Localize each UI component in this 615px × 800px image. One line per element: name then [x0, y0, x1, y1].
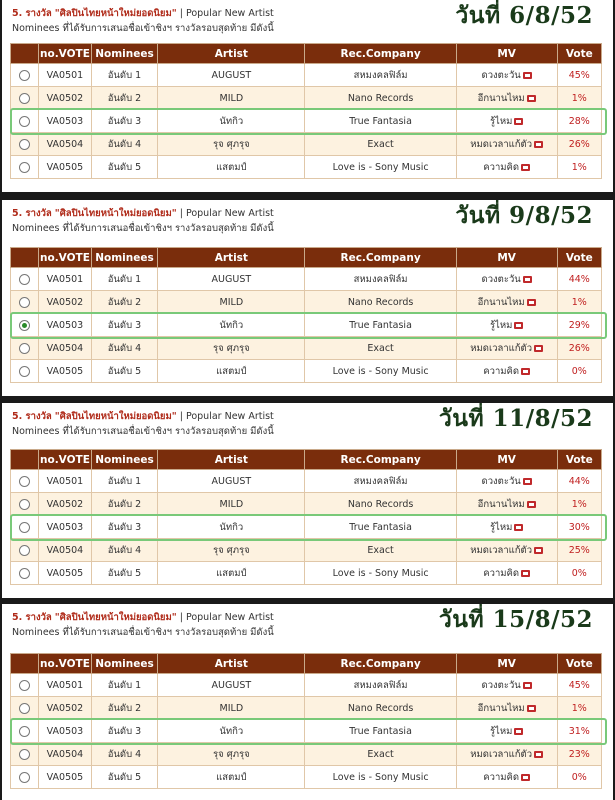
radio-cell[interactable]	[11, 493, 39, 516]
vote-table	[10, 247, 602, 383]
award-label: 5. รางวัล	[12, 411, 52, 422]
table-header-row	[11, 248, 602, 268]
record-company: สหมงคลฟิล์ม	[305, 470, 456, 493]
column-header: Rec.Company	[305, 248, 456, 268]
award-en: | Popular New Artist	[176, 8, 274, 19]
nominee-rank: อันดับ 2	[91, 291, 158, 314]
tv-icon[interactable]	[527, 299, 536, 306]
vote-code: VA0501	[39, 470, 91, 493]
artist-name: นัทกิว	[158, 314, 305, 337]
table-header-row	[11, 654, 602, 674]
radio-button[interactable]	[19, 749, 30, 760]
mv-title[interactable]: ความคิด	[483, 365, 520, 377]
artist-name: รุจ ศุภรุจ	[158, 133, 305, 156]
award-label: 5. รางวัล	[12, 612, 52, 623]
tv-icon[interactable]	[534, 141, 543, 148]
column-header: Vote	[557, 44, 601, 64]
radio-cell[interactable]	[11, 470, 39, 493]
award-title	[12, 409, 274, 424]
tv-icon[interactable]	[523, 682, 532, 689]
nominee-rank: อันดับ 4	[91, 539, 158, 562]
vote-code: VA0505	[39, 766, 91, 789]
tv-icon[interactable]	[514, 524, 523, 531]
table-header-row	[11, 44, 602, 64]
table-row	[11, 268, 602, 291]
mv-title[interactable]: รู้ไหม	[489, 725, 513, 737]
nominee-rank: อันดับ 5	[91, 562, 158, 585]
award-name: "ศิลปินไทยหน้าใหม่ยอดนิยม"	[54, 411, 177, 422]
vote-panel	[2, 0, 613, 192]
artist-name: แสตมป์	[158, 360, 305, 383]
tv-icon[interactable]	[523, 72, 532, 79]
mv-cell[interactable]	[456, 110, 557, 133]
mv-title[interactable]: หมดเวลาแก้ตัว	[470, 342, 533, 354]
artist-name: MILD	[158, 493, 305, 516]
radio-button[interactable]	[19, 343, 30, 354]
column-header	[11, 248, 39, 268]
mv-title[interactable]: ความคิด	[483, 771, 520, 783]
tv-icon[interactable]	[521, 164, 530, 171]
panel-header	[2, 200, 613, 240]
tv-icon[interactable]	[534, 547, 543, 554]
award-title	[12, 610, 274, 625]
mv-title[interactable]: หมดเวลาแก้ตัว	[470, 544, 533, 556]
vote-percent: 25%	[557, 539, 601, 562]
artist-name: รุจ ศุภรุจ	[158, 743, 305, 766]
mv-title[interactable]: รู้ไหม	[489, 521, 513, 533]
table-row	[11, 337, 602, 360]
panel-header	[2, 0, 613, 40]
tv-icon[interactable]	[514, 728, 523, 735]
column-header: MV	[456, 654, 557, 674]
radio-cell[interactable]	[11, 743, 39, 766]
table-row	[11, 674, 602, 697]
nominee-rank: อันดับ 1	[91, 268, 158, 291]
column-header: Nominees	[91, 248, 158, 268]
artist-name: นัทกิว	[158, 110, 305, 133]
award-name: "ศิลปินไทยหน้าใหม่ยอดนิยม"	[54, 208, 177, 219]
radio-button[interactable]	[19, 93, 30, 104]
vote-code: VA0503	[39, 516, 91, 539]
snapshot-date: วันที่ 11/8/52	[438, 405, 593, 432]
vote-panel	[2, 200, 613, 396]
radio-cell[interactable]	[11, 110, 39, 133]
table-row	[11, 562, 602, 585]
mv-title[interactable]: อีกนานไหม	[477, 92, 525, 104]
mv-cell[interactable]	[456, 720, 557, 743]
mv-title[interactable]: ดวงตะวัน	[481, 679, 521, 691]
artist-name: AUGUST	[158, 674, 305, 697]
vote-percent: 0%	[557, 562, 601, 585]
mv-cell[interactable]	[456, 562, 557, 585]
record-company: True Fantasia	[305, 516, 456, 539]
column-header: Rec.Company	[305, 44, 456, 64]
radio-cell[interactable]	[11, 337, 39, 360]
tv-icon[interactable]	[523, 276, 532, 283]
vote-percent: 1%	[557, 291, 601, 314]
mv-title[interactable]: ดวงตะวัน	[481, 273, 521, 285]
column-header: Artist	[158, 248, 305, 268]
radio-button[interactable]	[19, 568, 30, 579]
mv-title[interactable]: อีกนานไหม	[477, 296, 525, 308]
vote-percent: 29%	[557, 314, 601, 337]
radio-button[interactable]	[19, 162, 30, 173]
table-row	[11, 539, 602, 562]
subtitle: Nominees ที่ได้รับการเสนอชื่อเข้าชิงฯ รางวัลรอบสุดท้าย มีดังนี้	[12, 223, 274, 234]
mv-cell[interactable]	[456, 360, 557, 383]
mv-cell[interactable]	[456, 156, 557, 179]
nominee-rank: อันดับ 1	[91, 470, 158, 493]
record-company: Nano Records	[305, 493, 456, 516]
column-header	[11, 450, 39, 470]
nominee-rank: อันดับ 3	[91, 720, 158, 743]
vote-panel	[2, 604, 613, 800]
vote-table	[10, 43, 602, 179]
subtitle: Nominees ที่ได้รับการเสนอชื่อเข้าชิงฯ รางวัลรอบสุดท้าย มีดังนี้	[12, 426, 274, 437]
record-company: Love is - Sony Music	[305, 360, 456, 383]
vote-panel	[2, 403, 613, 598]
nominee-rank: อันดับ 2	[91, 493, 158, 516]
record-company: True Fantasia	[305, 720, 456, 743]
tv-icon[interactable]	[527, 95, 536, 102]
record-company: Nano Records	[305, 697, 456, 720]
record-company: สหมงคลฟิล์ม	[305, 64, 456, 87]
table-row	[11, 291, 602, 314]
panel-header	[2, 403, 613, 443]
radio-cell[interactable]	[11, 516, 39, 539]
vote-percent: 31%	[557, 720, 601, 743]
column-header: Rec.Company	[305, 450, 456, 470]
column-header: Vote	[557, 450, 601, 470]
tv-icon[interactable]	[534, 345, 543, 352]
nominee-rank: อันดับ 4	[91, 743, 158, 766]
mv-title[interactable]: ความคิด	[483, 567, 520, 579]
mv-cell[interactable]	[456, 539, 557, 562]
radio-button[interactable]	[19, 726, 30, 737]
radio-button[interactable]	[19, 139, 30, 150]
table-row	[11, 156, 602, 179]
record-company: Love is - Sony Music	[305, 766, 456, 789]
vote-percent: 0%	[557, 766, 601, 789]
radio-button[interactable]	[19, 70, 30, 81]
mv-cell[interactable]	[456, 291, 557, 314]
radio-button[interactable]	[19, 320, 30, 331]
column-header	[11, 44, 39, 64]
radio-cell[interactable]	[11, 268, 39, 291]
radio-button[interactable]	[19, 703, 30, 714]
table-row	[11, 110, 602, 133]
award-label: 5. รางวัล	[12, 208, 52, 219]
mv-title[interactable]: หมดเวลาแก้ตัว	[470, 138, 533, 150]
artist-name: นัทกิว	[158, 516, 305, 539]
vote-code: VA0503	[39, 110, 91, 133]
vote-code: VA0505	[39, 156, 91, 179]
table-row	[11, 87, 602, 110]
tv-icon[interactable]	[521, 368, 530, 375]
nominee-rank: อันดับ 4	[91, 133, 158, 156]
vote-code: VA0503	[39, 314, 91, 337]
vote-code: VA0503	[39, 720, 91, 743]
mv-cell[interactable]	[456, 337, 557, 360]
tv-icon[interactable]	[523, 478, 532, 485]
column-header: MV	[456, 248, 557, 268]
mv-title[interactable]: รู้ไหม	[489, 115, 513, 127]
table-row	[11, 697, 602, 720]
radio-button[interactable]	[19, 116, 30, 127]
subtitle: Nominees ที่ได้รับการเสนอชื่อเข้าชิงฯ รางวัลรอบสุดท้าย มีดังนี้	[12, 627, 274, 638]
table-row	[11, 314, 602, 337]
snapshot-date: วันที่ 15/8/52	[438, 606, 593, 633]
radio-button[interactable]	[19, 772, 30, 783]
table-row	[11, 743, 602, 766]
artist-name: นัทกิว	[158, 720, 305, 743]
tv-icon[interactable]	[527, 705, 536, 712]
mv-cell[interactable]	[456, 268, 557, 291]
snapshot-date: วันที่ 9/8/52	[455, 202, 593, 229]
panel-header	[2, 604, 613, 644]
column-header: Vote	[557, 654, 601, 674]
nominee-rank: อันดับ 2	[91, 87, 158, 110]
column-header: Nominees	[91, 44, 158, 64]
mv-cell[interactable]	[456, 314, 557, 337]
column-header: Artist	[158, 654, 305, 674]
mv-cell[interactable]	[456, 470, 557, 493]
radio-cell[interactable]	[11, 291, 39, 314]
vote-percent: 0%	[557, 360, 601, 383]
vote-percent: 1%	[557, 697, 601, 720]
nominee-rank: อันดับ 2	[91, 697, 158, 720]
award-title	[12, 206, 274, 221]
artist-name: MILD	[158, 291, 305, 314]
award-name: "ศิลปินไทยหน้าใหม่ยอดนิยม"	[54, 612, 177, 623]
mv-title[interactable]: รู้ไหม	[489, 319, 513, 331]
nominee-rank: อันดับ 4	[91, 337, 158, 360]
vote-percent: 44%	[557, 268, 601, 291]
vote-code: VA0504	[39, 743, 91, 766]
vote-percent: 1%	[557, 493, 601, 516]
column-header: Artist	[158, 44, 305, 64]
tv-icon[interactable]	[534, 751, 543, 758]
table-row	[11, 64, 602, 87]
record-company: True Fantasia	[305, 110, 456, 133]
artist-name: AUGUST	[158, 64, 305, 87]
vote-code: VA0502	[39, 291, 91, 314]
radio-button[interactable]	[19, 366, 30, 377]
radio-button[interactable]	[19, 499, 30, 510]
vote-percent: 26%	[557, 133, 601, 156]
column-header: no.VOTE	[39, 44, 91, 64]
radio-cell[interactable]	[11, 766, 39, 789]
mv-cell[interactable]	[456, 766, 557, 789]
tv-icon[interactable]	[527, 501, 536, 508]
vote-code: VA0502	[39, 697, 91, 720]
vote-percent: 44%	[557, 470, 601, 493]
mv-cell[interactable]	[456, 493, 557, 516]
record-company: Exact	[305, 539, 456, 562]
radio-cell[interactable]	[11, 314, 39, 337]
vote-percent: 30%	[557, 516, 601, 539]
vote-table	[10, 653, 602, 789]
vote-code: VA0502	[39, 493, 91, 516]
table-row	[11, 766, 602, 789]
column-header: Artist	[158, 450, 305, 470]
radio-cell[interactable]	[11, 64, 39, 87]
column-header: no.VOTE	[39, 654, 91, 674]
radio-cell[interactable]	[11, 156, 39, 179]
radio-cell[interactable]	[11, 87, 39, 110]
award-en: | Popular New Artist	[176, 612, 274, 623]
tv-icon[interactable]	[521, 570, 530, 577]
vote-code: VA0504	[39, 337, 91, 360]
nominee-rank: อันดับ 1	[91, 64, 158, 87]
artist-name: AUGUST	[158, 268, 305, 291]
vote-percent: 45%	[557, 674, 601, 697]
tv-icon[interactable]	[514, 322, 523, 329]
column-header: Nominees	[91, 450, 158, 470]
column-header: MV	[456, 450, 557, 470]
table-row	[11, 360, 602, 383]
record-company: สหมงคลฟิล์ม	[305, 268, 456, 291]
vote-percent: 23%	[557, 743, 601, 766]
artist-name: รุจ ศุภรุจ	[158, 337, 305, 360]
mv-title[interactable]: ดวงตะวัน	[481, 475, 521, 487]
table-row	[11, 470, 602, 493]
radio-button[interactable]	[19, 476, 30, 487]
mv-cell[interactable]	[456, 64, 557, 87]
mv-title[interactable]: อีกนานไหม	[477, 498, 525, 510]
vote-percent: 26%	[557, 337, 601, 360]
award-label: 5. รางวัล	[12, 8, 52, 19]
vote-percent: 1%	[557, 87, 601, 110]
vote-percent: 45%	[557, 64, 601, 87]
column-header: Vote	[557, 248, 601, 268]
award-title	[12, 6, 274, 21]
mv-title[interactable]: อีกนานไหม	[477, 702, 525, 714]
radio-button[interactable]	[19, 680, 30, 691]
subtitle: Nominees ที่ได้รับการเสนอชื่อเข้าชิงฯ รางวัลรอบสุดท้าย มีดังนี้	[12, 23, 274, 34]
vote-code: VA0504	[39, 133, 91, 156]
mv-cell[interactable]	[456, 743, 557, 766]
record-company: Love is - Sony Music	[305, 562, 456, 585]
column-header: Nominees	[91, 654, 158, 674]
nominee-rank: อันดับ 5	[91, 766, 158, 789]
artist-name: MILD	[158, 87, 305, 110]
radio-button[interactable]	[19, 297, 30, 308]
vote-code: VA0504	[39, 539, 91, 562]
tv-icon[interactable]	[514, 118, 523, 125]
snapshot-date: วันที่ 6/8/52	[455, 2, 593, 29]
vote-percent: 1%	[557, 156, 601, 179]
radio-cell[interactable]	[11, 539, 39, 562]
artist-name: แสตมป์	[158, 766, 305, 789]
nominee-rank: อันดับ 3	[91, 314, 158, 337]
record-company: Exact	[305, 337, 456, 360]
vote-code: VA0501	[39, 674, 91, 697]
mv-title[interactable]: ความคิด	[483, 161, 520, 173]
nominee-rank: อันดับ 5	[91, 360, 158, 383]
column-header: no.VOTE	[39, 450, 91, 470]
artist-name: AUGUST	[158, 470, 305, 493]
vote-percent: 28%	[557, 110, 601, 133]
column-header: MV	[456, 44, 557, 64]
record-company: True Fantasia	[305, 314, 456, 337]
radio-button[interactable]	[19, 545, 30, 556]
artist-name: แสตมป์	[158, 156, 305, 179]
column-header: no.VOTE	[39, 248, 91, 268]
record-company: Exact	[305, 743, 456, 766]
artist-name: แสตมป์	[158, 562, 305, 585]
radio-button[interactable]	[19, 274, 30, 285]
table-row	[11, 133, 602, 156]
radio-cell[interactable]	[11, 562, 39, 585]
mv-cell[interactable]	[456, 133, 557, 156]
vote-code: VA0501	[39, 268, 91, 291]
record-company: Nano Records	[305, 291, 456, 314]
radio-cell[interactable]	[11, 360, 39, 383]
radio-button[interactable]	[19, 522, 30, 533]
nominee-rank: อันดับ 3	[91, 110, 158, 133]
nominee-rank: อันดับ 1	[91, 674, 158, 697]
mv-title[interactable]: ดวงตะวัน	[481, 69, 521, 81]
tv-icon[interactable]	[521, 774, 530, 781]
mv-cell[interactable]	[456, 87, 557, 110]
radio-cell[interactable]	[11, 697, 39, 720]
mv-cell[interactable]	[456, 697, 557, 720]
table-row	[11, 493, 602, 516]
radio-cell[interactable]	[11, 720, 39, 743]
record-company: สหมงคลฟิล์ม	[305, 674, 456, 697]
vote-code: VA0501	[39, 64, 91, 87]
radio-cell[interactable]	[11, 674, 39, 697]
table-header-row	[11, 450, 602, 470]
artist-name: รุจ ศุภรุจ	[158, 539, 305, 562]
mv-cell[interactable]	[456, 516, 557, 539]
award-en: | Popular New Artist	[176, 411, 274, 422]
nominee-rank: อันดับ 3	[91, 516, 158, 539]
vote-code: VA0502	[39, 87, 91, 110]
table-row	[11, 516, 602, 539]
nominee-rank: อันดับ 5	[91, 156, 158, 179]
vote-code: VA0505	[39, 360, 91, 383]
radio-cell[interactable]	[11, 133, 39, 156]
mv-cell[interactable]	[456, 674, 557, 697]
record-company: Nano Records	[305, 87, 456, 110]
record-company: Exact	[305, 133, 456, 156]
column-header: Rec.Company	[305, 654, 456, 674]
award-en: | Popular New Artist	[176, 208, 274, 219]
column-header	[11, 654, 39, 674]
artist-name: MILD	[158, 697, 305, 720]
award-name: "ศิลปินไทยหน้าใหม่ยอดนิยม"	[54, 8, 177, 19]
record-company: Love is - Sony Music	[305, 156, 456, 179]
mv-title[interactable]: หมดเวลาแก้ตัว	[470, 748, 533, 760]
table-row	[11, 720, 602, 743]
vote-code: VA0505	[39, 562, 91, 585]
vote-table	[10, 449, 602, 585]
